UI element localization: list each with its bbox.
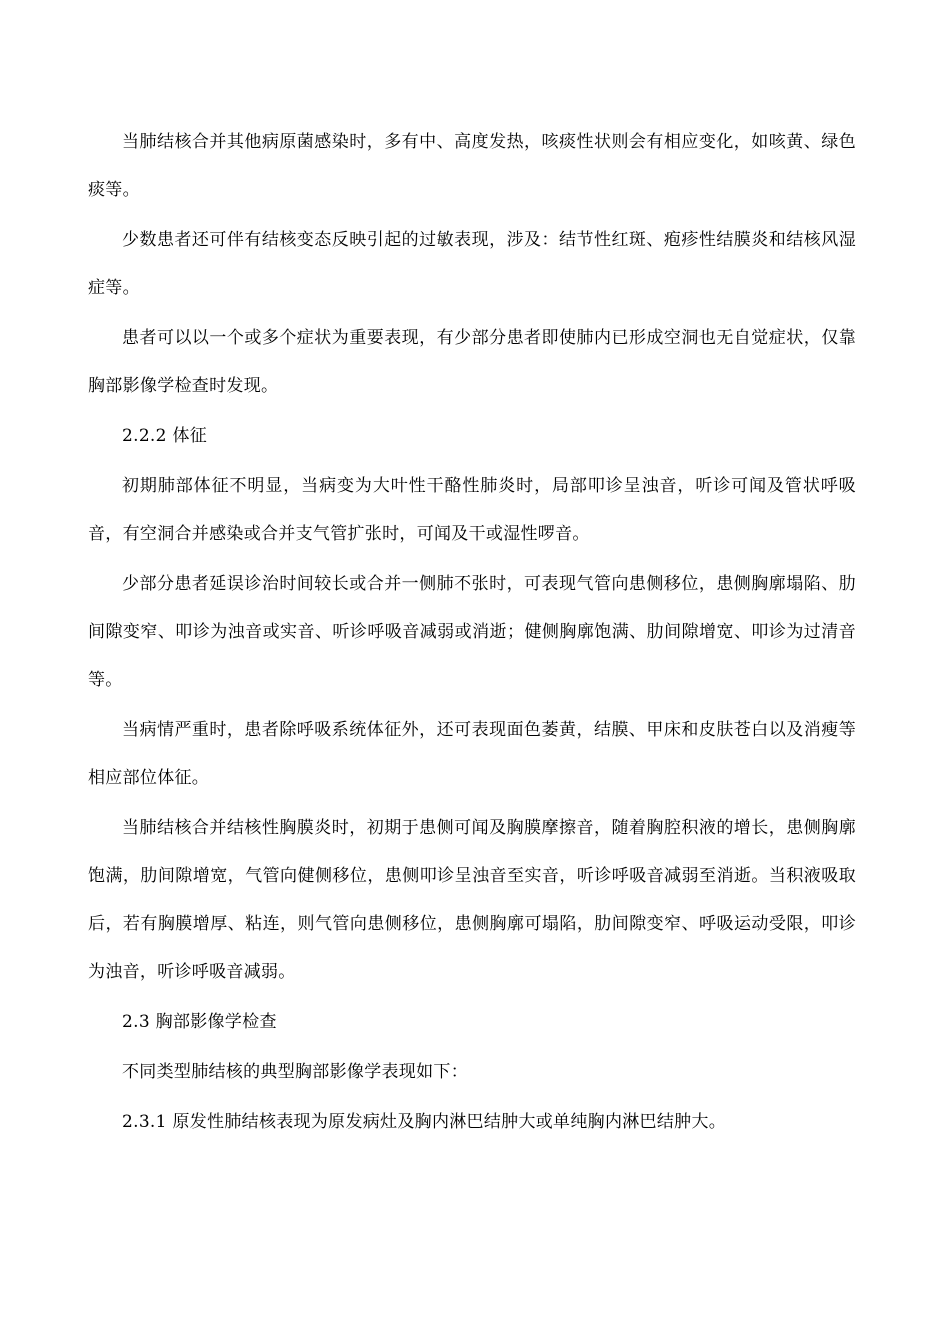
paragraph-primary-tb: 2.3.1 原发性肺结核表现为原发病灶及胸内淋巴结肿大或单纯胸内淋巴结肿大。: [122, 1112, 727, 1132]
paragraph-imaging-intro: 不同类型肺结核的典型胸部影像学表现如下：: [122, 1062, 468, 1082]
paragraph-allergy: 少数患者还可伴有结核变态反映引起的过敏表现，涉及：结节性红斑、疱疹性结膜炎和结核风湿症等。: [88, 230, 856, 298]
paragraph-severe: 当病情严重时，患者除呼吸系统体征外，还可表现面色萎黄，结膜、甲床和皮肤苍白以及消瘦等相应部位体征。: [88, 720, 856, 788]
document-body: [88, 118, 856, 1148]
paragraph-pleurisy: 当肺结核合并结核性胸膜炎时，初期于患侧可闻及胸膜摩擦音，随着胸腔积液的增长，患侧胸廓饱满，肋间隙增宽，气管向健侧移位，患侧叩诊呈浊音至实音，听诊呼吸音减弱至消逝。当积液吸取后，若有胸膜增厚、粘连，则气管向患侧移位，患侧胸廓可塌陷，肋间隙变窄、呼吸运动受限，叩诊为浊音，听诊呼吸音减弱。: [88, 818, 856, 982]
paragraph-early-signs: 初期肺部体征不明显，当病变为大叶性干酪性肺炎时，局部叩诊呈浊音，听诊可闻及管状呼吸音，有空洞合并感染或合并支气管扩张时，可闻及干或湿性啰音。: [88, 476, 856, 544]
paragraph-coinfection: 当肺结核合并其他病原菌感染时，多有中、高度发热，咳痰性状则会有相应变化，如咳黄、绿色痰等。: [88, 132, 856, 200]
section-heading-imaging: 2.3 胸部影像学检查: [122, 1012, 277, 1032]
paragraph-symptoms: 患者可以以一个或多个症状为重要表现，有少部分患者即使肺内已形成空洞也无自觉症状，仅靠胸部影像学检查时发现。: [88, 328, 856, 396]
paragraph-atelectasis: 少部分患者延误诊治时间较长或合并一侧肺不张时，可表现气管向患侧移位，患侧胸廓塌陷、肋间隙变窄、叩诊为浊音或实音、听诊呼吸音减弱或消逝；健侧胸廓饱满、肋间隙增宽、叩诊为过清音等。: [88, 574, 856, 690]
section-heading-signs: 2.2.2 体征: [122, 426, 208, 446]
